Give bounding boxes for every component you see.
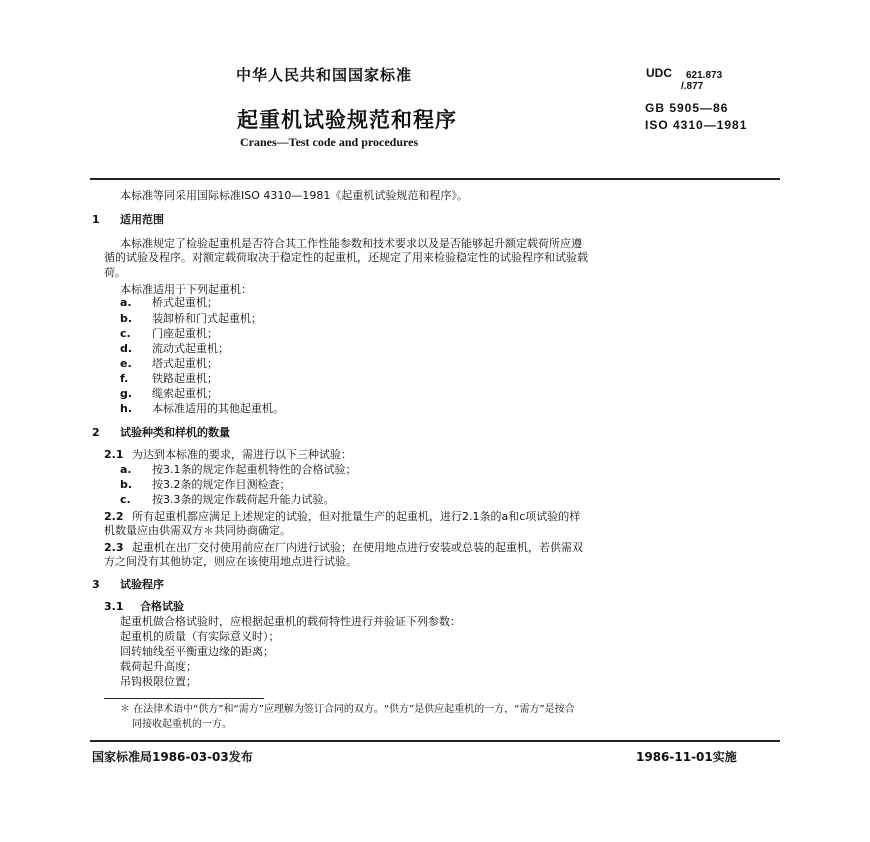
clause-2-2-line: 所有起重机都应满足上述规定的试验，但对批量生产的起重机，进行2.1条的a和c项试验的样	[132, 510, 581, 523]
list-item: 缆索起重机；	[152, 387, 218, 400]
document-title-english: Cranes—Test code and procedures	[240, 135, 419, 149]
header-divider	[90, 178, 780, 180]
standard-name: 中华人民共和国国家标准	[236, 66, 413, 84]
list-item: 桥式起重机；	[152, 296, 218, 309]
list-item-label: f.	[120, 372, 129, 385]
list-item-label: g.	[120, 387, 133, 400]
list-item-label: h.	[120, 402, 133, 415]
section-2-title: 试验种类和样机的数量	[120, 426, 230, 439]
footnote-divider	[104, 698, 264, 699]
footer-divider	[90, 740, 780, 742]
list-item-label: d.	[120, 342, 133, 355]
section-2-number: 2	[92, 426, 100, 439]
section-3-title: 试验程序	[120, 578, 164, 591]
list-item: 门座起重机；	[152, 327, 218, 340]
list-item-label: c.	[120, 493, 131, 506]
list-item: 塔式起重机；	[152, 357, 218, 370]
section-1-para-line: 本标准规定了检验起重机是否符合其工作性能参数和技术要求以及是否能够起升额定载荷所应遵	[120, 237, 582, 250]
parameter-item: 回转轴线至平衡重边缘的距离；	[120, 645, 274, 658]
section-1-number: 1	[92, 213, 100, 226]
gb-code: GB 5905—86	[645, 101, 729, 115]
list-item: 装卸桥和门式起重机；	[152, 312, 262, 325]
clause-3-1-title: 合格试验	[140, 600, 184, 613]
footnote-line: ＊ 在法律术语中“供方”和“需方”应理解为签订合同的双方。“供方”是供应起重机的一方，“需方”是按合	[120, 704, 575, 715]
list-item: 铁路起重机；	[152, 372, 218, 385]
list-item: 按3.3条的规定作载荷起升能力试验。	[152, 493, 335, 506]
clause-2-3-line: 方之间没有其他协定，则应在该使用地点进行试验。	[104, 555, 357, 568]
clause-3-1-number: 3.1	[104, 600, 124, 613]
parameter-item: 载荷起升高度；	[120, 660, 197, 673]
document-title: 起重机试验规范和程序	[237, 108, 457, 132]
section-1-para-line: 荷。	[104, 266, 126, 279]
issued-date: 国家标准局1986-03-03发布	[92, 750, 253, 764]
section-1-applies-to: 本标准适用于下列起重机：	[120, 283, 252, 296]
list-item-label: a.	[120, 296, 132, 309]
clause-2-3-line: 起重机在出厂交付使用前应在厂内进行试验；在使用地点进行安装或总装的起重机，若供需双	[132, 541, 583, 554]
clause-2-1-text: 为达到本标准的要求，需进行以下三种试验：	[132, 448, 352, 461]
clause-2-2-line: 机数量应由供需双方＊共同协商确定。	[104, 524, 291, 537]
parameter-item: 吊钩极限位置；	[120, 675, 197, 688]
list-item: 流动式起重机；	[152, 342, 229, 355]
clause-2-2-number: 2.2	[104, 510, 124, 523]
list-item-label: b.	[120, 478, 133, 491]
section-3-number: 3	[92, 578, 100, 591]
udc-subnumber: /.877	[681, 81, 704, 92]
udc-label: UDC	[646, 66, 672, 80]
intro-paragraph: 本标准等同采用国际标准ISO 4310—1981《起重机试验规范和程序》。	[120, 189, 468, 202]
list-item-label: e.	[120, 357, 132, 370]
clause-3-1-text: 起重机做合格试验时，应根据起重机的载荷特性进行并验证下列参数：	[120, 615, 461, 628]
list-item: 按3.1条的规定作起重机特性的合格试验；	[152, 463, 357, 476]
clause-2-1-number: 2.1	[104, 448, 124, 461]
footnote-line: 同接收起重机的一方。	[132, 719, 232, 730]
iso-code: ISO 4310—1981	[645, 118, 748, 132]
section-1-title: 适用范围	[120, 213, 164, 226]
clause-2-3-number: 2.3	[104, 541, 124, 554]
udc-number: 621.873	[686, 70, 723, 81]
parameter-item: 起重机的质量（有实际意义时）；	[120, 630, 280, 643]
list-item: 按3.2条的规定作目测检查；	[152, 478, 291, 491]
list-item-label: c.	[120, 327, 131, 340]
list-item: 本标准适用的其他起重机。	[152, 402, 284, 415]
effective-date: 1986-11-01实施	[636, 750, 737, 764]
section-1-para-line: 循的试验及程序。对额定载荷取决于稳定性的起重机，还规定了用来检验稳定性的试验程序和试验载	[104, 251, 588, 264]
list-item-label: a.	[120, 463, 132, 476]
list-item-label: b.	[120, 312, 133, 325]
